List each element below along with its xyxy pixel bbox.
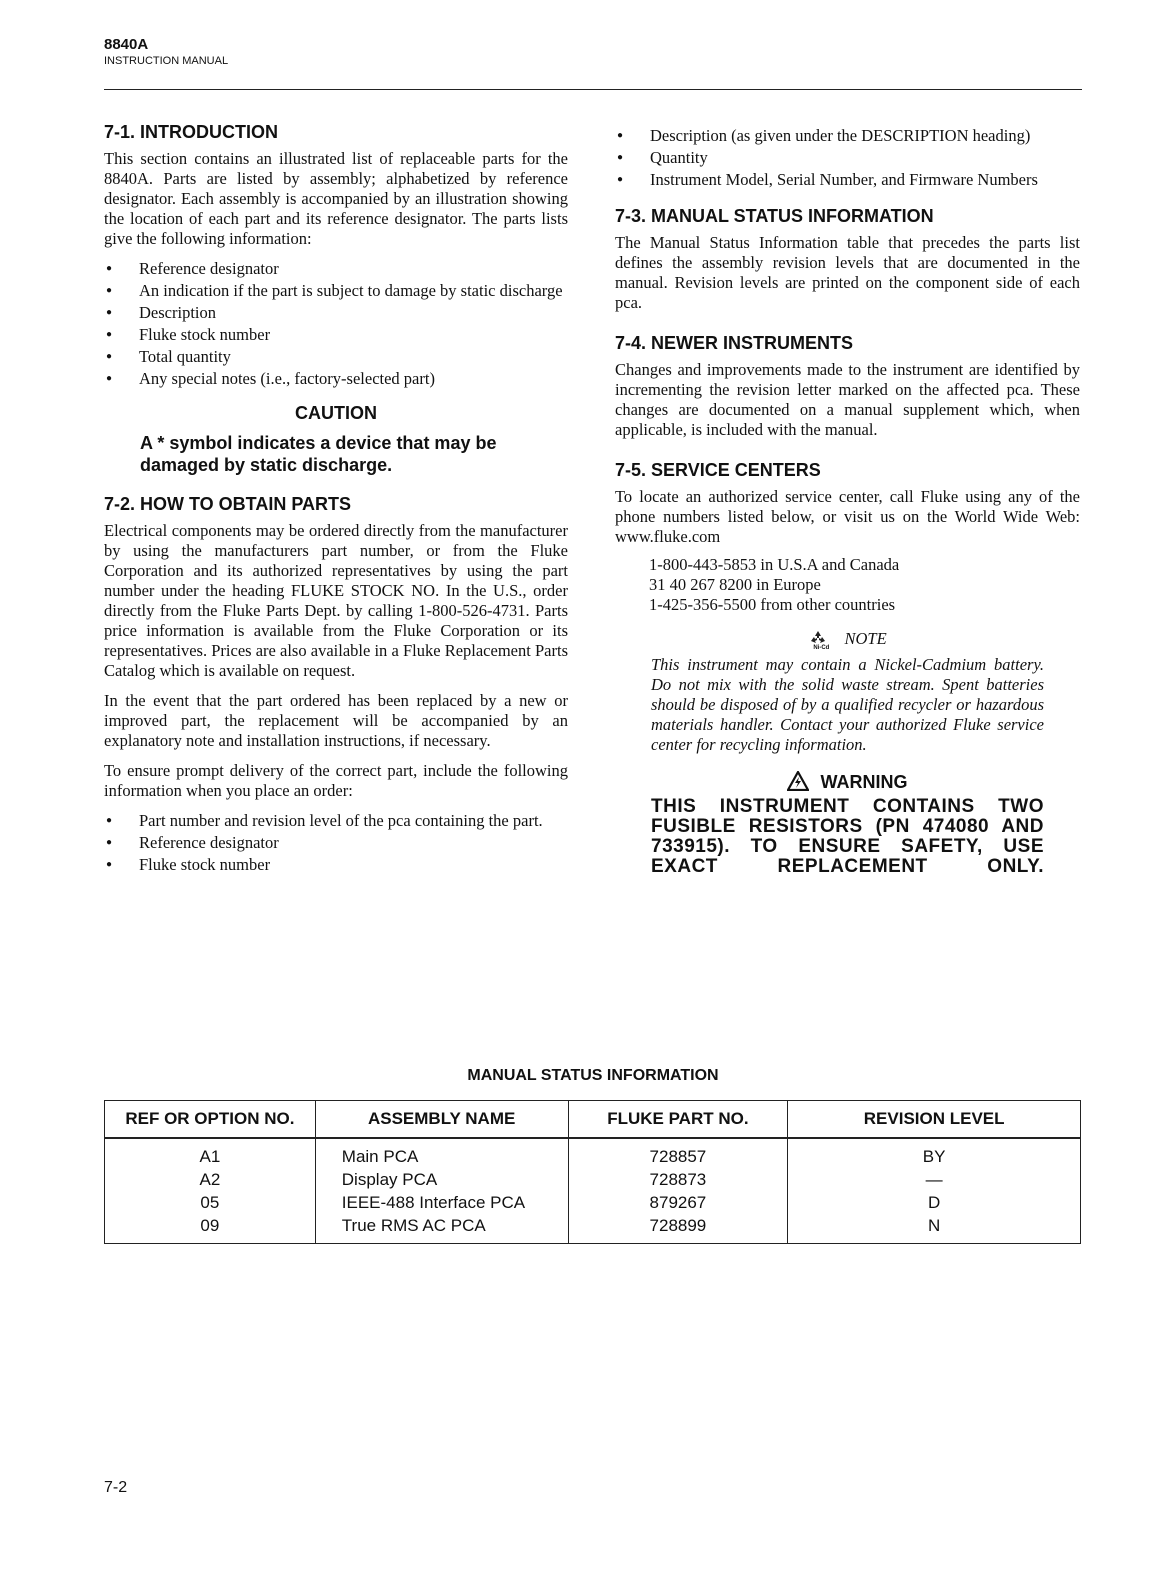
phone-europe: 31 40 267 8200 in Europe [649, 575, 821, 594]
revision-cell: D [788, 1191, 1081, 1214]
table-row [105, 1168, 1081, 1191]
phone-list [615, 555, 1080, 615]
ref-cell: A1 [105, 1138, 316, 1168]
note-heading [615, 629, 1080, 651]
left-column [104, 122, 568, 885]
warning-text: THIS INSTRUMENT CONTAINS TWO FUSIBLE RESISTORS (PN 474080 AND 733915). TO ENSURE SAFETY, USE EXACT REPLACEMENT ONLY. [651, 796, 1044, 878]
status-table-title: MANUAL STATUS INFORMATION [467, 1067, 719, 1084]
revision-cell: BY [788, 1138, 1081, 1168]
part-no-cell: 728899 [568, 1214, 788, 1244]
section-7-2-paragraph-2: In the event that the part ordered has been replaced by a new or improved part, the replacement will be accompanied by an explanatory note and installation instructions, if necessary. [104, 691, 568, 750]
list-item: ● Description (as given under the DESCRIPTION heading) [615, 126, 1080, 146]
list-item: ● Quantity [615, 148, 1080, 168]
ref-cell: 09 [105, 1214, 316, 1244]
revision-cell: N [788, 1214, 1081, 1244]
section-7-1-intro: This section contains an illustrated list of replaceable parts for the 8840A. Parts are listed by assembly; alphabetized by reference designator. Each assembly is accompanied by an illustration showing the location of each part and its reference designator. The parts lists give the following information: [104, 149, 568, 248]
list-item: ● Total quantity [104, 347, 568, 367]
recycle-icon [808, 629, 834, 651]
list-item: ● An indication if the part is subject to damage by static discharge [104, 281, 568, 301]
assembly-cell: IEEE-488 Interface PCA [315, 1191, 568, 1214]
table-row [105, 1138, 1081, 1168]
section-7-2-title: 7-2. HOW TO OBTAIN PARTS [104, 494, 352, 514]
section-7-4-title: 7-4. NEWER INSTRUMENTS [615, 333, 854, 353]
page-number: 7-2 [104, 1479, 128, 1496]
note-label: NOTE [844, 629, 887, 648]
phone-us-canada: 1-800-443-5853 in U.S.A and Canada [649, 555, 900, 574]
part-no-cell: 879267 [568, 1191, 788, 1214]
section-7-4-paragraph: Changes and improvements made to the instrument are identified by incrementing the revision letter marked on the affected pca. These changes are documented on a manual supplement which, when applicable, is included with the manual. [615, 360, 1080, 439]
section-7-2-paragraph-3: To ensure prompt delivery of the correct part, include the following information when you place an order: [104, 761, 568, 800]
column-header: REVISION LEVEL [788, 1101, 1081, 1139]
warning-icon [787, 771, 809, 791]
list-item: ● Any special notes (i.e., factory-selected part) [104, 369, 568, 389]
section-7-3-paragraph: The Manual Status Information table that precedes the parts list defines the assembly revision levels that are documented in the manual. Revision levels are printed on the component side of each pca. [615, 233, 1080, 312]
part-no-cell: 728873 [568, 1168, 788, 1191]
header-rule [104, 89, 1082, 90]
manual-status-table [104, 1100, 1081, 1244]
ref-cell: 05 [105, 1191, 316, 1214]
column-header: REF OR OPTION NO. [105, 1101, 316, 1139]
section-7-5-title: 7-5. SERVICE CENTERS [615, 460, 821, 480]
list-item: ● Description [104, 303, 568, 323]
note-text: This instrument may contain a Nickel-Cadmium battery. Do not mix with the solid waste stream. Spent batteries should be disposed of by a qualified recycler or hazardous materials handler. Contact your authorized Fluke service center for recycling information. [651, 655, 1044, 755]
section-7-1-title: 7-1. INTRODUCTION [104, 122, 279, 142]
assembly-cell: True RMS AC PCA [315, 1214, 568, 1244]
header-model: 8840A [104, 36, 149, 53]
list-item: ● Fluke stock number [104, 325, 568, 345]
warning-label: WARNING [820, 772, 908, 793]
right-column [615, 126, 1080, 877]
list-item: ● Reference designator [104, 833, 568, 853]
table-row [105, 1214, 1081, 1244]
recycle-label: Ni-Cd [813, 645, 830, 652]
section-7-2-paragraph-1: Electrical components may be ordered directly from the manufacturer by using the manufacturers part number, or from the Fluke Corporation and its authorized representatives by using the part number under the heading FLUKE STOCK NO. In the U.S., order directly from the Fluke Parts Dept. by calling 1-800-526-4731. Parts price information is available from the Fluke Corporation or its representatives. Prices are also available in a Fluke Replacement Parts Catalog which is available on request. [104, 521, 568, 680]
section-7-5-paragraph: To locate an authorized service center, call Fluke using any of the phone numbers listed below, or visit us on the World Wide Web: www.fluke.com [615, 487, 1080, 546]
assembly-cell: Main PCA [315, 1138, 568, 1168]
phone-other: 1-425-356-5500 from other countries [649, 595, 896, 614]
column-header: FLUKE PART NO. [568, 1101, 788, 1139]
header-subtitle: INSTRUCTION MANUAL [104, 55, 229, 67]
parts-info-list [104, 259, 568, 389]
list-item: ● Reference designator [104, 259, 568, 279]
list-item: ● Fluke stock number [104, 855, 568, 875]
table-row [105, 1191, 1081, 1214]
ref-cell: A2 [105, 1168, 316, 1191]
order-info-list [104, 811, 568, 875]
assembly-cell: Display PCA [315, 1168, 568, 1191]
column-header: ASSEMBLY NAME [315, 1101, 568, 1139]
revision-cell: — [788, 1168, 1081, 1191]
caution-text: A * symbol indicates a device that may be damaged by static discharge. [140, 433, 497, 475]
caution-title: CAUTION [295, 403, 377, 423]
warning-heading [615, 771, 1080, 793]
section-7-3-title: 7-3. MANUAL STATUS INFORMATION [615, 206, 934, 226]
list-item: ● Part number and revision level of the pca containing the part. [104, 811, 568, 831]
part-no-cell: 728857 [568, 1138, 788, 1168]
parts-info-list-continued [615, 126, 1080, 190]
list-item: ● Instrument Model, Serial Number, and Firmware Numbers [615, 170, 1080, 190]
